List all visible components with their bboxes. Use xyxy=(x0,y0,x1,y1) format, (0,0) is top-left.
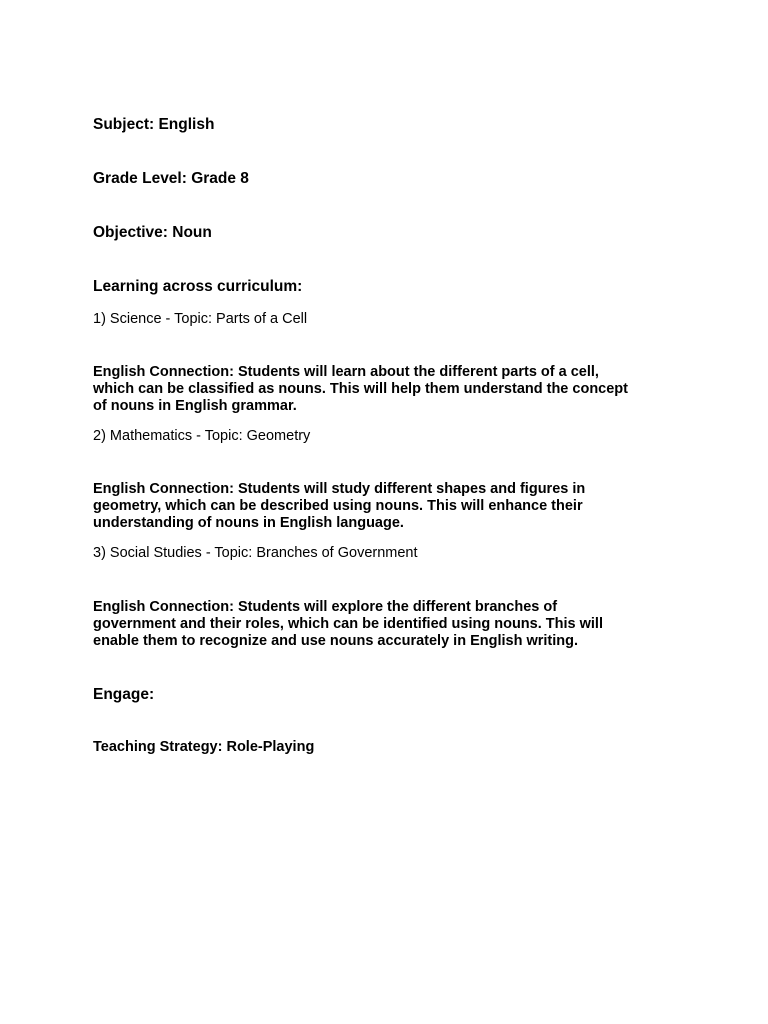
social-studies-english-connection: English Connection: Students will explore the different branches of government and their roles, which can be identified using nouns. This will enable them to recognize and use nouns accurately in English writing. xyxy=(93,599,603,649)
teaching-strategy: Teaching Strategy: Role-Playing xyxy=(93,739,315,755)
objective-heading: Objective: Noun xyxy=(93,224,212,241)
grade-level-heading: Grade Level: Grade 8 xyxy=(93,170,249,187)
subject-heading: Subject: English xyxy=(93,116,215,133)
mathematics-topic: 2) Mathematics - Topic: Geometry xyxy=(93,428,311,444)
social-studies-topic: 3) Social Studies - Topic: Branches of Government xyxy=(93,545,418,561)
engage-heading: Engage: xyxy=(93,686,155,703)
science-topic: 1) Science - Topic: Parts of a Cell xyxy=(93,311,308,327)
learning-across-curriculum-heading: Learning across curriculum: xyxy=(93,278,303,295)
science-english-connection: English Connection: Students will learn about the different parts of a cell, which can be classified as nouns. This will help them understand the concept of nouns in English grammar. xyxy=(93,364,628,414)
mathematics-english-connection: English Connection: Students will study different shapes and figures in geometry, which can be described using nouns. This will enhance their understanding of nouns in English language. xyxy=(93,481,586,531)
